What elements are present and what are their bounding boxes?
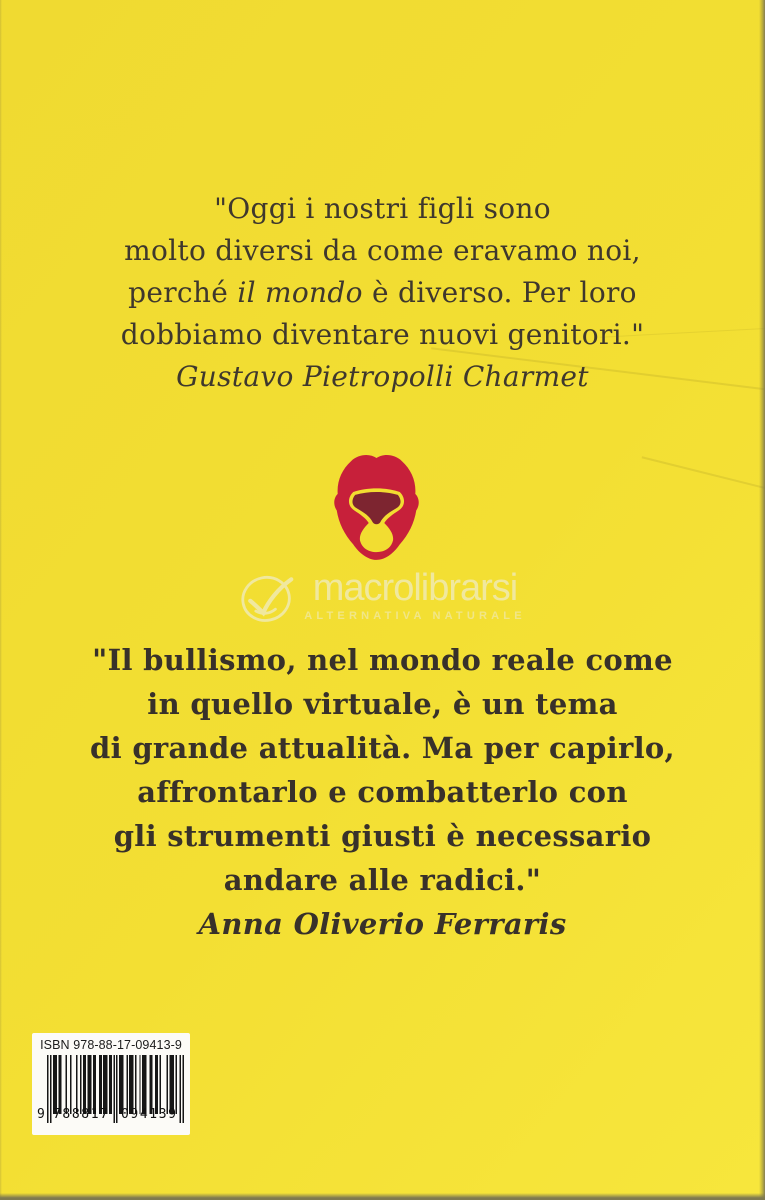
quote-line	[0, 272, 765, 314]
quote-segment: è diverso. Per loro	[362, 276, 637, 309]
barcode-panel	[32, 1033, 190, 1135]
quote-attribution: Anna Oliverio Ferraris	[198, 907, 567, 941]
scan-edge-shadow-bottom	[0, 1193, 765, 1200]
quote-line: di grande attualità. Ma per capirlo,	[90, 731, 675, 765]
paper-crease	[642, 456, 765, 489]
barcode-digit-first: 9	[37, 1107, 45, 1122]
brand-logo-text: macrolibrarsi	[312, 567, 518, 609]
quote-segment: perché	[128, 276, 238, 309]
quote-top	[0, 188, 765, 398]
boxing-headgear-icon	[328, 452, 425, 564]
quote-line: molto diversi da come eravamo noi,	[124, 234, 641, 267]
barcode-digits-group1: 788817	[53, 1107, 110, 1122]
quote-line: gli strumenti giusti è necessario	[113, 819, 652, 853]
scan-edge-shadow-right	[759, 0, 765, 1200]
quote-line: affrontarlo e combatterlo con	[137, 775, 628, 809]
quote-line: "Il bullismo, nel mondo reale come	[92, 643, 673, 677]
quote-line: in quello virtuale, è un tema	[147, 687, 618, 721]
quote-attribution: Gustavo Pietropolli Charmet	[176, 360, 589, 393]
quote-bottom	[0, 638, 765, 946]
quote-segment-italic: il mondo	[237, 276, 363, 309]
brand-tagline: ALTERNATIVA NATURALE	[304, 610, 526, 622]
barcode-digits-group2: 094139	[121, 1107, 178, 1122]
isbn-label: ISBN 978-88-17-09413-9	[40, 1038, 182, 1052]
macrolibrarsi-swoosh-icon	[239, 570, 295, 626]
brand-watermark	[0, 568, 765, 626]
quote-line: "Oggi i nostri figli sono	[214, 192, 551, 225]
quote-line: dobbiamo diventare nuovi genitori."	[120, 318, 645, 351]
quote-line: andare alle radici."	[223, 863, 542, 897]
scan-edge-shadow-left	[0, 0, 2, 1200]
